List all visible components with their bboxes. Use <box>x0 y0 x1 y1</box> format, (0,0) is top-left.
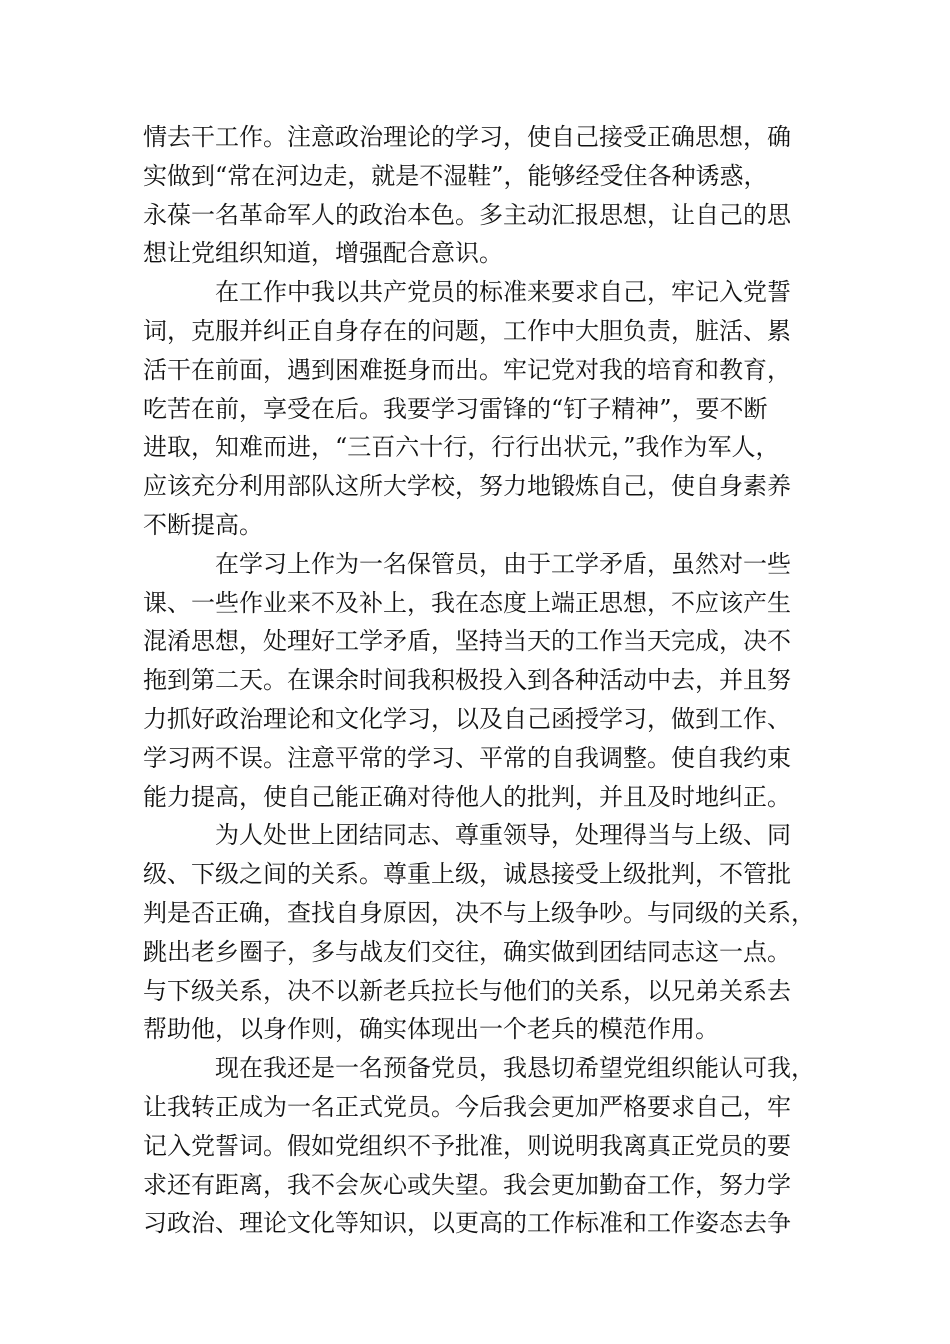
text-line: 学习两不误。注意平常的学习、平常的自我调整。使自我约束 <box>143 743 791 772</box>
paragraph <box>143 816 815 1049</box>
text-line: 词，克服并纠正自身存在的问题，工作中大胆负责，脏活、累 <box>143 316 791 345</box>
text-line: 让我转正成为一名正式党员。今后我会更加严格要求自己，牢 <box>143 1092 791 1121</box>
text-line: 帮助他，以身作则，确实体现出一个老兵的模范作用。 <box>143 1015 719 1044</box>
document-body <box>143 118 815 1243</box>
text-line: 混淆思想，处理好工学矛盾，坚持当天的工作当天完成，决不 <box>143 627 791 656</box>
text-line: 情去干工作。注意政治理论的学习，使自己接受正确思想，确 <box>143 123 791 151</box>
text-line: 为人处世上团结同志、尊重领导，处理得当与上级、同 <box>215 821 791 850</box>
text-line: 吃苦在前，享受在后。我要学习雷锋的“钉子精神”，要不断 <box>143 394 768 423</box>
text-line: 进取，知难而进，“三百六十行，行行出状元，”我作为军人， <box>143 433 780 462</box>
paragraph <box>143 545 808 817</box>
text-line: 想让党组织知道，增强配合意识。 <box>143 239 503 268</box>
text-line: 求还有距离，我不会灰心或失望。我会更加勤奋工作，努力学 <box>143 1170 791 1199</box>
text-line: 应该充分利用部队这所大学校，努力地锻炼自己，使自身素养 <box>143 472 791 501</box>
paragraph <box>143 1049 815 1243</box>
text-line: 实做到“常在河边走，就是不湿鞋”，能够经受住各种诱惑， <box>143 161 768 190</box>
text-line: 拖到第二天。在课余时间我积极投入到各种活动中去，并且努 <box>143 666 791 695</box>
text-line: 在学习上作为一名保管员，由于工学矛盾，虽然对一些 <box>215 549 791 578</box>
paragraph <box>143 118 808 273</box>
text-line: 判是否正确，查找自身原因，决不与上级争吵。与同级的关系， <box>143 898 815 927</box>
text-line: 力抓好政治理论和文化学习，以及自己函授学习，做到工作、 <box>143 704 791 733</box>
text-line: 永葆一名革命军人的政治本色。多主动汇报思想，让自己的思 <box>143 200 791 229</box>
text-line: 习政治、理论文化等知识，以更高的工作标准和工作姿态去争 <box>143 1209 791 1238</box>
text-line: 跳出老乡圈子，多与战友们交往，确实做到团结同志这一点。 <box>143 937 791 966</box>
text-line: 不断提高。 <box>143 510 263 539</box>
text-line: 课、一些作业来不及补上，我在态度上端正思想，不应该产生 <box>143 588 791 617</box>
text-line: 活干在前面，遇到困难挺身而出。牢记党对我的培育和教育， <box>143 355 791 384</box>
text-line: 记入党誓词。假如党组织不予批准，则说明我离真正党员的要 <box>143 1131 791 1160</box>
text-line: 级、下级之间的关系。尊重上级，诚恳接受上级批判，不管批 <box>143 860 791 889</box>
text-line: 与下级关系，决不以新老兵拉长与他们的关系，以兄弟关系去 <box>143 976 791 1005</box>
text-line: 现在我还是一名预备党员，我恳切希望党组织能认可我， <box>215 1054 815 1083</box>
paragraph <box>143 273 808 545</box>
text-line: 能力提高，使自己能正确对待他人的批判，并且及时地纠正。 <box>143 782 791 811</box>
text-line: 在工作中我以共产党员的标准来要求自己，牢记入党誓 <box>215 278 791 307</box>
